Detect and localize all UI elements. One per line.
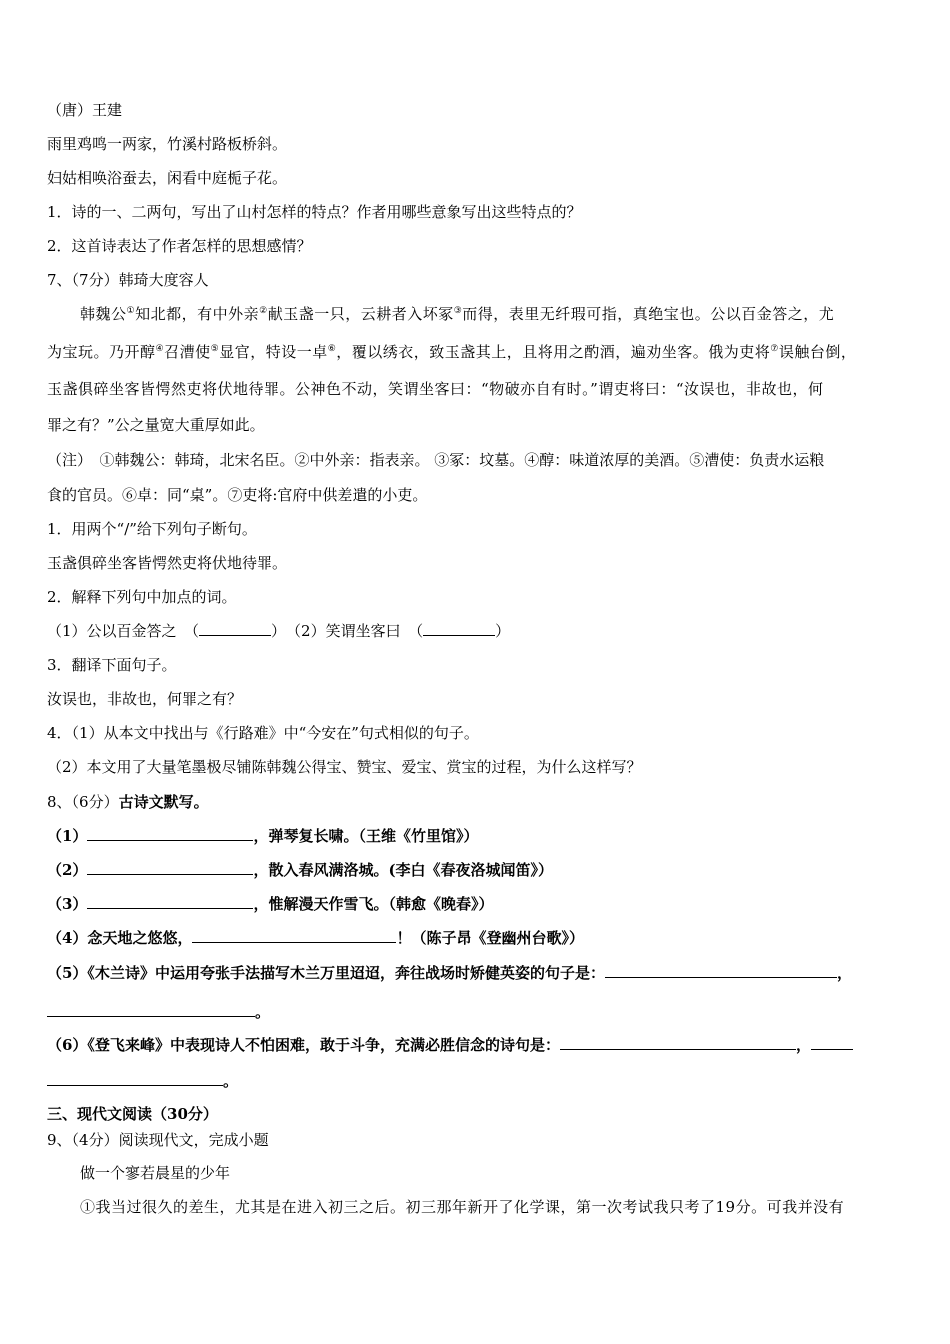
- q7-sub-4-2: （2）本文用了大量笔墨极尽铺陈韩魏公得宝、赞宝、爱宝、赏宝的过程，为什么这样写？: [47, 758, 642, 776]
- section-3-heading: 三、现代文阅读（30分）: [47, 1105, 218, 1123]
- answer-blank[interactable]: [560, 1035, 796, 1050]
- q7-passage-line-1: 韩魏公①知北都，有中外亲②献玉盏一只，云耕者入坏冢③而得，表里无纤瑕可指，真绝宝也。公以百金答之，尤: [80, 305, 835, 323]
- q7-note-line-2: 食的官员。⑥卓：同“桌”。⑦吏将:官府中供差遣的小吏。: [47, 486, 428, 504]
- q8-line-2: （2） ，散入春风满洛城。(李白《春夜洛城闻笛》）: [47, 861, 554, 879]
- answer-blank[interactable]: [192, 928, 396, 943]
- answer-blank[interactable]: [199, 621, 271, 636]
- q8-line-5: （5）《木兰诗》中运用夸张手法描写木兰万里迢迢，奔往战场时矫健英姿的句子是： ，: [47, 964, 852, 982]
- article-paragraph-1: ①我当过很久的差生，尤其是在进入初三之后。初三那年新开了化学课，第一次考试我只考了19分。可我并没有: [80, 1198, 845, 1216]
- poem-question-1: 1．诗的一、二两句，写出了山村怎样的特点？作者用哪些意象写出这些特点的？: [47, 203, 582, 221]
- article-title: 做一个寥若晨星的少年: [80, 1164, 231, 1182]
- q9-heading: 9、（4分）阅读现代文，完成小题: [47, 1131, 269, 1149]
- q7-sub-3: 3．翻译下面句子。: [47, 656, 177, 674]
- answer-blank[interactable]: [47, 1002, 255, 1017]
- q7-sub-1-text: 玉盏俱碎坐客皆愕然吏将伏地待罪。: [47, 554, 288, 572]
- q7-sub-3-text: 汝误也，非故也，何罪之有？: [47, 690, 243, 708]
- answer-blank[interactable]: [87, 826, 253, 841]
- answer-blank[interactable]: [605, 963, 837, 978]
- q7-sub-1: 1．用两个“/”给下列句子断句。: [47, 520, 257, 538]
- answer-blank[interactable]: [47, 1071, 223, 1086]
- q7-sub-2-items: （1）公以百金答之 （ ） （2）笑谓坐客曰 （ ）: [47, 622, 511, 640]
- q7-sub-2: 2．解释下列句中加点的词。: [47, 588, 237, 606]
- answer-blank[interactable]: [423, 621, 495, 636]
- poem-line-1: 雨里鸡鸣一两家，竹溪村路板桥斜。: [47, 135, 288, 153]
- q8-line-1: （1） ，弹琴复长啸。（王维《竹里馆》）: [47, 827, 479, 845]
- answer-blank[interactable]: [811, 1035, 853, 1050]
- q7-note-line-1: （注） ①韩魏公：韩琦，北宋名臣。②中外亲：指表亲。 ③冢：坟墓。④醇：味道浓厚的美酒。⑤漕使：负责水运粮: [47, 451, 825, 469]
- q7-heading: 7、（7分）韩琦大度容人: [47, 271, 209, 289]
- answer-blank[interactable]: [87, 860, 253, 875]
- poem-author: （唐）王建: [47, 101, 123, 119]
- q8-line-4: （4）念天地之悠悠， ！（陈子昂《登幽州台歌》）: [47, 929, 584, 947]
- q7-passage-line-3: 玉盏俱碎坐客皆愕然吏将伏地待罪。公神色不动，笑谓坐客曰：“物破亦自有时。”谓吏将曰：“汝误也，非故也，何: [47, 380, 824, 398]
- q7-passage-line-2: 为宝玩。乃开醇④召漕使⑤显官，特设一卓⑥，覆以绣衣，致玉盏其上，且将用之酌酒，遍劝坐客。俄为吏将⑦误触台倒，: [47, 343, 857, 361]
- q7-sub-4-1: 4．（1）从本文中找出与《行路难》中“今安在”句式相似的句子。: [47, 724, 479, 742]
- q8-line-6: （6）《登飞来峰》中表现诗人不怕困难，敢于斗争，充满必胜信念的诗句是： ，: [47, 1035, 853, 1055]
- q8-line-5-cont: 。: [47, 1002, 270, 1022]
- q8-heading: 8、（6分）古诗文默写。: [47, 793, 209, 811]
- answer-blank[interactable]: [87, 894, 253, 909]
- q8-line-3: （3） ，惟解漫天作雪飞。（韩愈《晚春》）: [47, 895, 494, 913]
- q8-line-6-cont: 。: [47, 1071, 238, 1091]
- poem-question-2: 2．这首诗表达了作者怎样的思想感情？: [47, 237, 312, 255]
- poem-line-2: 妇姑相唤浴蚕去，闲看中庭栀子花。: [47, 169, 288, 187]
- q7-passage-line-4: 罪之有？”公之量宽大重厚如此。: [47, 416, 265, 434]
